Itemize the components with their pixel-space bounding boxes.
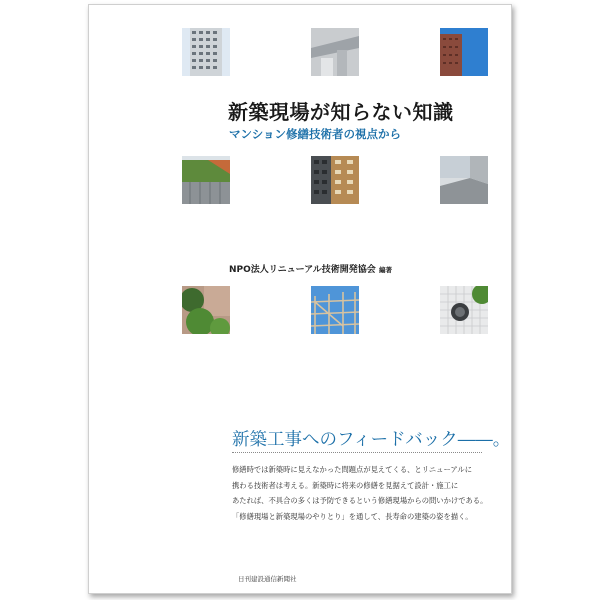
photo-apartment-facade: [311, 156, 359, 204]
photo-hedge-roof: [182, 156, 230, 204]
book-subtitle: マンション修繕技術者の視点から: [229, 127, 401, 141]
description-line: 携わる技術者は考える。新築時に将来の修繕を見据えて設計・施工に: [232, 480, 459, 490]
divider: [232, 452, 482, 453]
photo-tile-vent: [440, 286, 488, 334]
book-title: 新築現場が知らない知識: [228, 100, 454, 124]
photo-concrete-detail: [311, 28, 359, 76]
description-line: 「修繕現場と新築現場のやりとり」を通して、長寿命の建築の姿を描く。: [232, 511, 473, 521]
description-line: あたれば、不具合の多くは予防できるという修繕現場からの問いかけである。: [232, 496, 488, 506]
author-role: 編著: [378, 266, 392, 274]
author-name: NPO法人リニューアル技術開発協会: [229, 265, 376, 275]
photo-scaffolding: [311, 286, 359, 334]
book-publisher: 日刊建設通信新聞社: [238, 575, 297, 583]
description-line: 修繕時では新築時に見えなかった問題点が見えてくる、とリニューアルに: [232, 465, 472, 474]
photo-building-trees: [182, 286, 230, 334]
photo-roof-edge: [440, 156, 488, 204]
book-description: [232, 462, 492, 524]
photo-brick-tower: [440, 28, 488, 76]
book-tagline: 新築工事へのフィードバック――。: [232, 430, 511, 450]
photo-tower-apartment: [182, 28, 230, 76]
book-author: [229, 262, 392, 275]
